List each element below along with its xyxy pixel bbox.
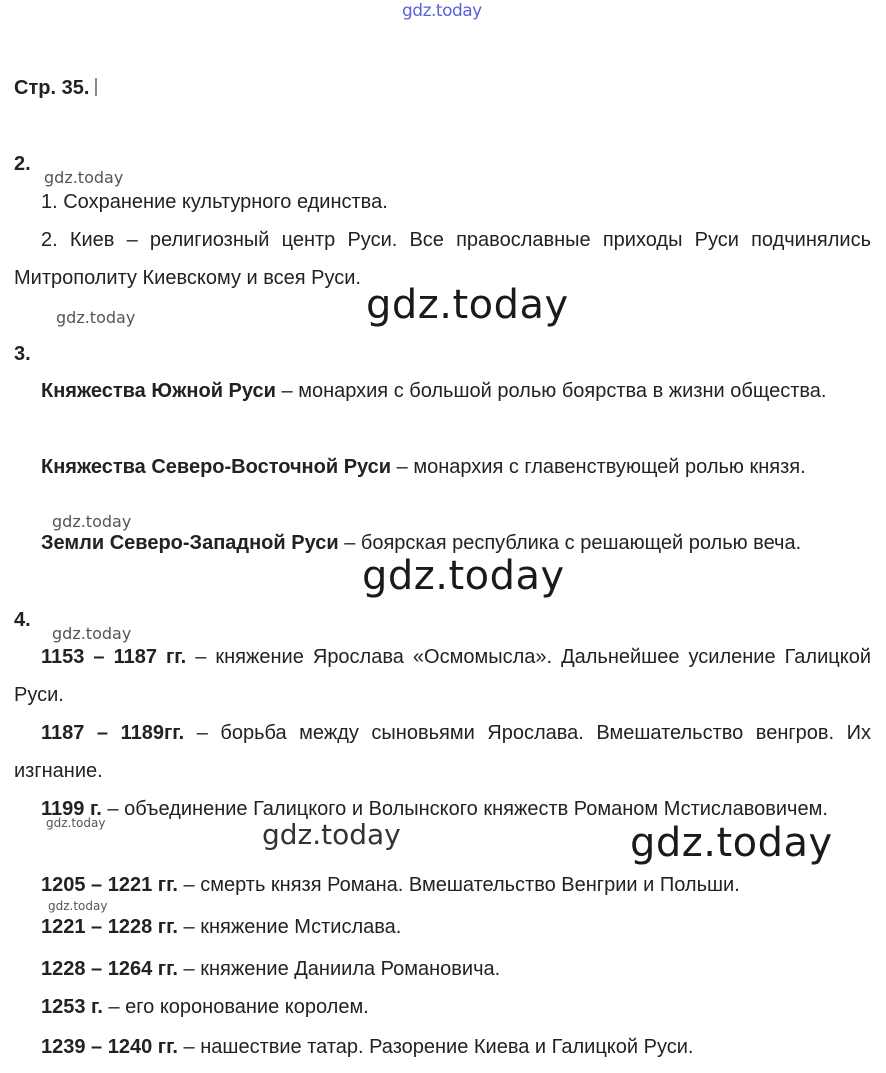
watermark: gdz.today — [44, 168, 124, 187]
watermark-large: gdz.today — [366, 282, 569, 328]
watermark-large: gdz.today — [362, 553, 565, 599]
timeline-entry — [14, 908, 871, 946]
timeline-entry — [14, 790, 871, 828]
answer-paragraph — [14, 524, 871, 562]
watermark: gdz.today — [52, 512, 132, 531]
watermark-medium: gdz.today — [262, 818, 401, 851]
definition: – монархия с большой ролью боярства в жизни общества. — [275, 380, 827, 402]
page-label: Стр. 35. — [14, 77, 90, 99]
answer-paragraph — [14, 372, 871, 410]
definition: – монархия с главенствующей ролью князя. — [391, 456, 806, 478]
answer-line: 1. Сохранение культурного единства. — [41, 191, 388, 213]
question-number: 3. — [14, 343, 31, 365]
date-range: 1205 – 1221 гг. — [41, 874, 178, 896]
timeline-entry — [14, 950, 871, 988]
question-number: 4. — [14, 609, 31, 631]
timeline-entry — [14, 714, 871, 790]
text-caret — [95, 78, 97, 96]
answer-paragraph: 2. Киев – религиозный центр Руси. Все православные приходы Руси подчинялись Митрополиту Киевскому и всея Руси. — [14, 229, 871, 289]
date-range: 1239 – 1240 гг. — [41, 1036, 178, 1058]
event-text: – княжение Даниила Романовича. — [178, 958, 501, 980]
date-range: 1228 – 1264 гг. — [41, 958, 178, 980]
term: Княжества Северо-Восточной Руси — [41, 456, 392, 478]
date-range: 1187 – 1189гг. — [41, 722, 185, 744]
event-text: – княжение Мстислава. — [178, 916, 402, 938]
answer-paragraph — [14, 448, 871, 486]
timeline-entry — [14, 1028, 871, 1066]
watermark: gdz.today — [56, 308, 136, 327]
term: Княжества Южной Руси — [41, 380, 276, 402]
watermark: gdz.today — [46, 816, 106, 830]
watermark: gdz.today — [52, 624, 132, 643]
definition: – боярская республика с решающей ролью веча. — [338, 532, 802, 554]
watermark-top: gdz.today — [402, 1, 482, 21]
event-text: – борьба между сыновьями Ярослава. Вмешательство венгров. Их изгнание. — [14, 722, 872, 782]
date-range: 1199 г. — [41, 798, 102, 820]
date-range: 1253 г. — [41, 996, 103, 1018]
timeline-entry — [14, 638, 871, 714]
timeline-entry — [14, 988, 871, 1026]
term: Земли Северо-Западной Руси — [41, 532, 339, 554]
watermark: gdz.today — [48, 899, 108, 913]
question-number: 2. — [14, 153, 31, 175]
date-range: 1221 – 1228 гг. — [41, 916, 178, 938]
timeline-entry — [14, 866, 871, 904]
event-text: – его коронование королем. — [102, 996, 369, 1018]
page-title — [14, 76, 97, 100]
event-text: – смерть князя Романа. Вмешательство Венгрии и Польши. — [178, 874, 740, 896]
event-text: – княжение Ярослава «Осмомысла». Дальнейшее усиление Галицкой Руси. — [14, 646, 871, 706]
watermark-large: gdz.today — [630, 820, 833, 866]
event-text: – объединение Галицкого и Волынского княжеств Романом Мстиславовичем. — [101, 798, 828, 820]
date-range: 1153 – 1187 гг. — [41, 646, 187, 668]
event-text: – нашествие татар. Разорение Киева и Галицкой Руси. — [178, 1036, 694, 1058]
